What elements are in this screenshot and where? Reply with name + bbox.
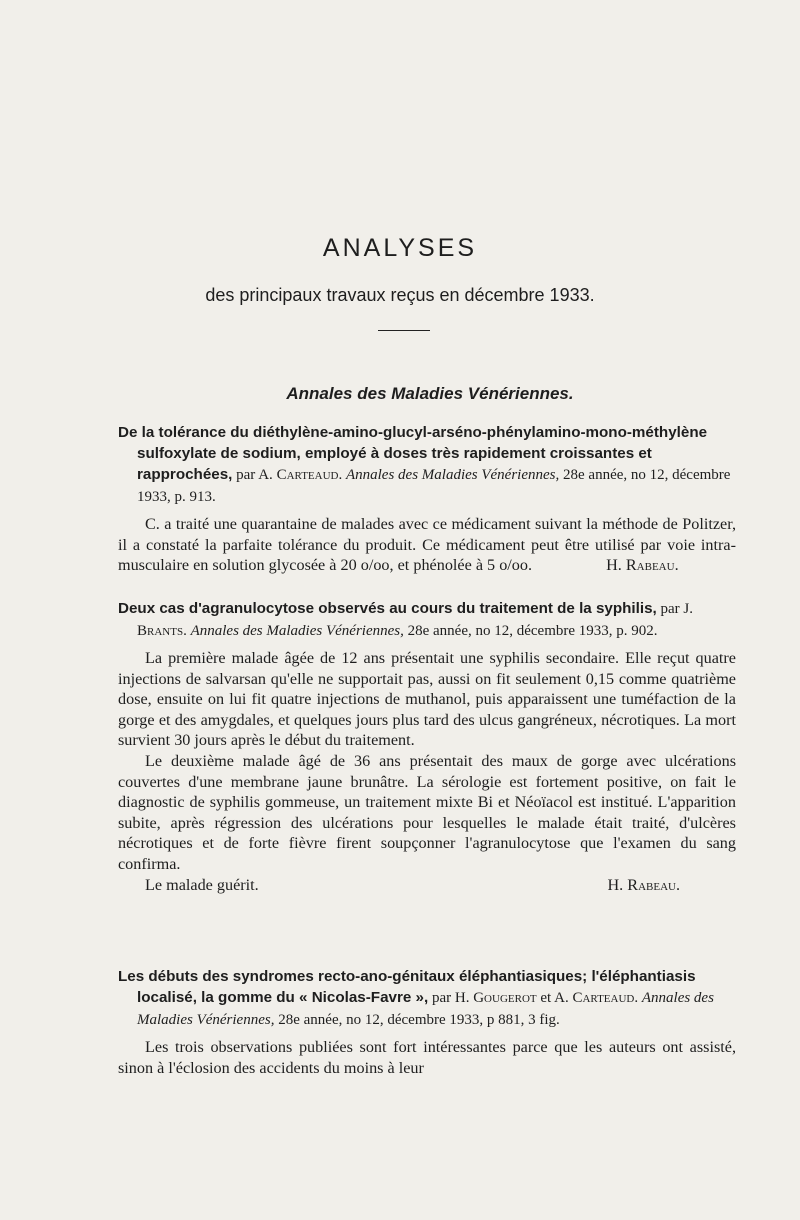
- author-name: Carteaud: [572, 990, 635, 1006]
- abstract-entry: [118, 966, 736, 1078]
- abstract-paragraph: Les trois observations publiées sont fort intéressantes parce que les auteurs ont assisté, sinon à l'éclosion des accidents du moins à leur: [118, 1038, 736, 1077]
- journal-heading: Annales des Maladies Vénériennes.: [286, 384, 574, 403]
- abstract-paragraph: Le deuxième malade âgé de 36 ans présentait des maux de gorge avec ulcérations couvertes d'une membrane jaune brunâtre. La sérologie est fortement positive, on fait le diagnostic de syphilis gommeuse, un traitement mixte Bi et Néoïacol est institué. L'apparition subite, après régression des ulcérations pour lesquelles le malade était traité, d'ulcères nécrotiques et de forte fièvre firent soupçonner l'agranulocytose que l'examen du sang confirma.: [118, 751, 736, 873]
- article-title: De la tolérance du diéthylène-amino-glucyl-arséno-phénylamino-mono-méthylène sulfoxylate de sodium, employé à doses très rapidement croissantes et rapprochées,: [118, 424, 708, 483]
- article-title: Deux cas d'agranulocytose observés au cours du traitement de la syphilis,: [118, 600, 657, 617]
- abstract-entry: [118, 422, 736, 576]
- journal-reference: Annales des Maladies Vénériennes,: [137, 990, 714, 1028]
- entry-title: Les débuts des syndromes recto-ano-génitaux éléphantiasiques; l'éléphantiasis localisé, la gomme du « Nicolas-Favre », par H. Gougerot et A. Carteaud. Annales des Maladies Vénériennes, 28e année, no 12, décembre 1933, p 881, 3 fig.: [118, 968, 714, 1028]
- author-name: Gougerot: [473, 990, 537, 1006]
- abstract-entry: [118, 598, 736, 895]
- author-name: Brants: [137, 623, 184, 639]
- abstract-paragraph: C. a traité une quarantaine de malades avec ce médicament suivant la méthode de Politzer, il a constaté la parfaite tolérance du produit. Ce médicament peut être utilisé par voie intra-musculaire en solution glycosée à 20 o/oo, et phénolée à 5 o/oo. H. Rabeau.: [118, 515, 736, 575]
- reference-details: 28e année, no 12, décembre 1933, p. 902.: [403, 623, 658, 639]
- abstract-paragraph: La première malade âgée de 12 ans présentait une syphilis secondaire. Elle reçut quatre injections de salvarsan qu'elle ne supportait pas, aussi on fit seulement 0,15 comme quatrième dose, ensuite on lui fit quatre injections de muthanol, puis apparaissent une tuméfaction de la gorge et des amygdales, et quelques jours plus tard des ulcus gangréneux, nécrotiques. La mort survient 30 jours après le début du traitement.: [118, 649, 736, 750]
- journal-reference: Annales des Maladies Vénériennes,: [190, 623, 404, 639]
- signature-line: [118, 875, 736, 896]
- reference-details: 28e année, no 12, décembre 1933, p. 913.: [137, 467, 731, 505]
- author-name: Carteaud: [276, 467, 339, 483]
- signature: H. Rabeau.: [607, 875, 680, 894]
- reference-details: 28e année, no 12, décembre 1933, p 881, 3 fig.: [274, 1012, 560, 1028]
- journal-reference: Annales des Maladies Vénériennes,: [345, 467, 560, 483]
- page-title: ANALYSES: [322, 234, 478, 262]
- article-title: Les débuts des syndromes recto-ano-génitaux éléphantiasiques; l'éléphantiasis localisé, la gomme du « Nicolas-Favre »,: [118, 968, 696, 1006]
- closing-sentence: Le malade guérit.: [145, 875, 259, 894]
- signature: H. Rabeau.: [606, 556, 679, 575]
- entry-title: De la tolérance du diéthylène-amino-glucyl-arséno-phénylamino-mono-méthylène sulfoxylate de sodium, employé à doses très rapidement croissantes et rapprochées, par A. Carteaud. Annales des Maladies Vénériennes, 28e année, no 12, décembre 1933, p. 913.: [118, 424, 731, 505]
- entry-title: Deux cas d'agranulocytose observés au cours du traitement de la syphilis, par J. Brants. Annales des Maladies Vénériennes, 28e année, no 12, décembre 1933, p. 902.: [118, 600, 693, 639]
- page-subtitle: des principaux travaux reçus en décembre 1933.: [205, 285, 595, 305]
- title-divider: [378, 330, 430, 331]
